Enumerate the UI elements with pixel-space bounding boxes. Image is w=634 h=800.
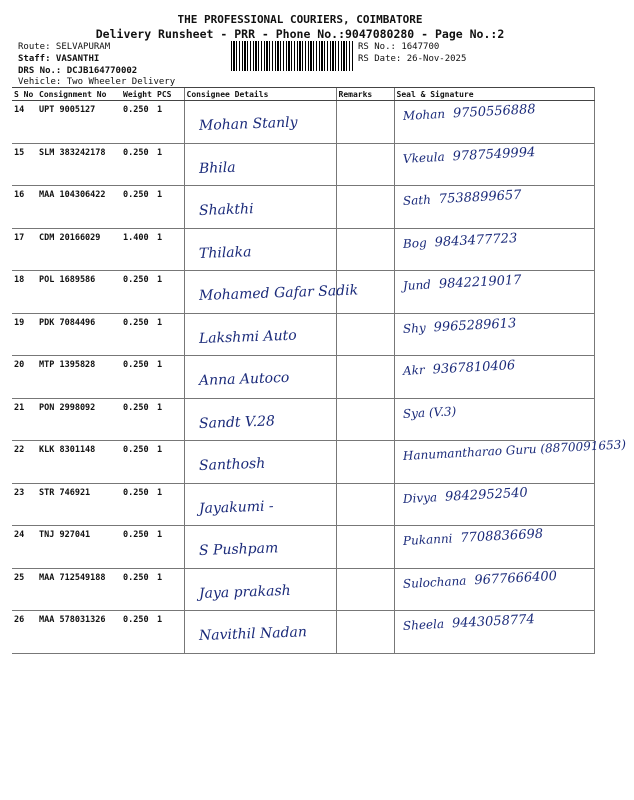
row-weight: 0.250 <box>121 611 155 654</box>
row-weight: 0.250 <box>121 568 155 611</box>
row-consignee-cell <box>184 398 336 441</box>
seal-signature <box>402 316 516 338</box>
row-weight: 0.250 <box>121 101 155 144</box>
seal-signature <box>402 358 515 379</box>
row-pcs: 1 <box>155 228 184 271</box>
consignee-signature: Sandt V.28 <box>198 412 275 432</box>
consignee-signature: Bhila <box>198 159 236 177</box>
consignee-signature: Jaya prakash <box>198 582 291 602</box>
row-sno: 15 <box>12 143 37 186</box>
seal-signature <box>402 527 543 550</box>
row-pcs: 1 <box>155 143 184 186</box>
col-consignment: Consignment No <box>37 88 121 101</box>
signature-name: Sath <box>402 192 431 208</box>
table-row <box>12 313 594 356</box>
signature-phone: 9965289613 <box>432 315 517 335</box>
col-seal: Seal & Signature <box>394 88 594 101</box>
row-sno: 14 <box>12 101 37 144</box>
row-weight: 0.250 <box>121 441 155 484</box>
seal-signature <box>402 568 557 592</box>
signature-name: Sya (V.3) <box>402 403 457 421</box>
row-sno: 17 <box>12 228 37 271</box>
consignee-signature: Jayakumi - <box>198 497 274 517</box>
rs-date: RS Date: 26-Nov-2025 <box>358 54 467 64</box>
consignee-signature: Shakthi <box>198 201 254 219</box>
row-sno: 18 <box>12 271 37 314</box>
row-remarks <box>336 526 394 569</box>
row-sno: 23 <box>12 483 37 526</box>
row-sno: 19 <box>12 313 37 356</box>
row-weight: 0.250 <box>121 526 155 569</box>
row-weight: 0.250 <box>121 271 155 314</box>
seal-signature <box>402 612 535 634</box>
row-remarks <box>336 356 394 399</box>
signature-phone: 9842219017 <box>437 272 522 293</box>
col-sno: S No <box>12 88 37 101</box>
table-row <box>12 186 594 229</box>
consignee-signature: Anna Autoco <box>198 369 290 389</box>
row-weight: 0.250 <box>121 398 155 441</box>
signature-name: Mohan <box>402 106 445 123</box>
signature-name: Jund <box>402 277 431 293</box>
table-row <box>12 356 594 399</box>
table-row <box>12 101 594 144</box>
table-row <box>12 441 594 484</box>
signature-name: Vkeula <box>402 149 445 166</box>
consignee-signature: S Pushpam <box>198 540 278 559</box>
consignee-signature: Mohan Stanly <box>198 114 298 134</box>
row-seal-cell <box>394 568 594 611</box>
row-remarks <box>336 228 394 271</box>
row-seal-cell <box>394 398 594 441</box>
row-remarks <box>336 441 394 484</box>
row-seal-cell <box>394 228 594 271</box>
row-weight: 0.250 <box>121 356 155 399</box>
table-header-row <box>12 88 594 101</box>
row-seal-cell <box>394 313 594 356</box>
signature-phone: 9443058774 <box>451 612 535 632</box>
table-row <box>12 483 594 526</box>
row-weight: 0.250 <box>121 143 155 186</box>
table-row <box>12 228 594 271</box>
col-weight: Weight <box>121 88 155 101</box>
company-name: THE PROFESSIONAL COURIERS, COIMBATORE <box>177 13 423 26</box>
seal-signature <box>402 273 521 295</box>
row-sno: 20 <box>12 356 37 399</box>
row-pcs: 1 <box>155 186 184 229</box>
runsheet-subtitle: Delivery Runsheet - PRR - Phone No.:9047080280 - Page No.:2 <box>95 27 505 41</box>
row-pcs: 1 <box>155 568 184 611</box>
row-remarks <box>336 568 394 611</box>
row-weight: 0.250 <box>121 313 155 356</box>
row-consignee-cell <box>184 356 336 399</box>
signature-phone <box>463 403 464 418</box>
row-weight: 0.250 <box>121 483 155 526</box>
signature-phone: 9787549994 <box>451 144 536 164</box>
signature-phone: 9677666400 <box>473 568 557 588</box>
row-consignment: STR 746921 <box>37 483 121 526</box>
row-pcs: 1 <box>155 483 184 526</box>
row-seal-cell <box>394 437 626 484</box>
row-consignment: POL 1689586 <box>37 271 121 314</box>
row-seal-cell <box>394 271 594 314</box>
signature-name: Hanumantharao Guru (8870091653) <box>402 437 626 463</box>
row-consignment: MAA 578031326 <box>37 611 121 654</box>
row-sno: 21 <box>12 398 37 441</box>
route-label: Route: SELVAPURAM <box>18 42 111 52</box>
row-pcs: 1 <box>155 441 184 484</box>
seal-signature <box>402 403 464 422</box>
row-consignment: MTP 1395828 <box>37 356 121 399</box>
signature-phone: 7708836698 <box>459 526 543 546</box>
row-pcs: 1 <box>155 398 184 441</box>
row-seal-cell <box>394 101 594 144</box>
consignee-signature: Lakshmi Auto <box>198 327 297 347</box>
row-remarks <box>336 101 394 144</box>
row-weight: 0.250 <box>121 186 155 229</box>
row-consignee-cell <box>184 526 336 569</box>
row-consignment: SLM 383242178 <box>37 143 121 186</box>
row-sno: 16 <box>12 186 37 229</box>
row-consignment: KLK 8301148 <box>37 441 121 484</box>
row-consignee-cell <box>184 568 336 611</box>
row-pcs: 1 <box>155 526 184 569</box>
signature-phone: 9367810406 <box>431 358 516 378</box>
row-consignee-cell <box>184 441 336 484</box>
row-seal-cell <box>394 611 594 654</box>
runsheet-table <box>12 87 626 654</box>
consignee-signature: Thilaka <box>198 243 252 262</box>
row-sno: 22 <box>12 441 37 484</box>
seal-signature <box>402 485 528 507</box>
row-consignment: MAA 104306422 <box>37 186 121 229</box>
signature-name: Shy <box>402 320 426 336</box>
consignee-signature: Santhosh <box>198 455 265 474</box>
row-remarks <box>336 611 394 654</box>
signature-name: Bog <box>402 235 427 251</box>
signature-name: Akr <box>402 362 425 378</box>
signature-phone: 9842952540 <box>444 484 528 505</box>
row-remarks <box>336 143 394 186</box>
row-seal-cell <box>394 356 594 399</box>
consignee-signature: Mohamed Gafar Sadik <box>198 282 358 304</box>
seal-signature <box>402 145 535 168</box>
row-pcs: 1 <box>155 611 184 654</box>
row-consignment: MAA 712549188 <box>37 568 121 611</box>
signature-name: Sulochana <box>402 573 467 591</box>
row-consignee-cell <box>184 101 336 144</box>
row-pcs: 1 <box>155 101 184 144</box>
row-seal-cell <box>394 186 594 229</box>
row-sno: 25 <box>12 568 37 611</box>
row-remarks <box>336 483 394 526</box>
table-row <box>12 526 594 569</box>
seal-signature <box>402 437 634 465</box>
table-row <box>12 611 594 654</box>
vehicle-label: Vehicle: Two Wheeler Delivery <box>18 77 176 87</box>
row-consignment: TNJ 927041 <box>37 526 121 569</box>
signature-name: Pukanni <box>402 531 453 548</box>
seal-signature <box>402 188 521 210</box>
row-consignee-cell <box>184 271 358 314</box>
row-consignment: CDM 20166029 <box>37 228 121 271</box>
barcode <box>231 41 353 71</box>
row-consignment: PDK 7084496 <box>37 313 121 356</box>
signature-phone: 9750556888 <box>452 102 536 122</box>
row-seal-cell <box>394 526 594 569</box>
row-sno: 26 <box>12 611 37 654</box>
staff-label: Staff: VASANTHI <box>18 54 100 64</box>
drs-number: DRS No.: DCJB164770002 <box>18 66 138 76</box>
row-pcs: 1 <box>155 271 184 314</box>
rs-number: RS No.: 1647700 <box>358 42 440 52</box>
seal-signature <box>402 231 517 253</box>
row-consignment: UPT 9005127 <box>37 101 121 144</box>
table-row <box>12 568 594 611</box>
seal-signature <box>402 102 535 125</box>
row-seal-cell <box>394 483 594 526</box>
signature-name: Divya <box>402 489 437 506</box>
row-remarks <box>336 398 394 441</box>
consignee-signature: Navithil Nadan <box>198 624 307 644</box>
col-remarks: Remarks <box>336 88 394 101</box>
row-remarks <box>336 186 394 229</box>
row-seal-cell <box>394 143 594 186</box>
col-consignee: Consignee Details <box>184 88 336 101</box>
col-pcs: PCS <box>155 88 184 101</box>
row-consignee-cell <box>184 228 336 271</box>
signature-name: Sheela <box>402 616 444 633</box>
signature-phone: 7538899657 <box>437 187 522 208</box>
row-consignee-cell <box>184 611 336 654</box>
row-consignee-cell <box>184 483 336 526</box>
row-pcs: 1 <box>155 313 184 356</box>
table-row <box>12 143 594 186</box>
row-consignee-cell <box>184 313 336 356</box>
row-remarks <box>336 313 394 356</box>
table-row <box>12 271 594 314</box>
row-sno: 24 <box>12 526 37 569</box>
row-consignee-cell <box>184 186 336 229</box>
row-pcs: 1 <box>155 356 184 399</box>
row-weight: 1.400 <box>121 228 155 271</box>
table-row <box>12 398 594 441</box>
row-consignee-cell <box>184 143 336 186</box>
signature-phone: 9843477723 <box>433 230 518 250</box>
row-consignment: PON 2998092 <box>37 398 121 441</box>
